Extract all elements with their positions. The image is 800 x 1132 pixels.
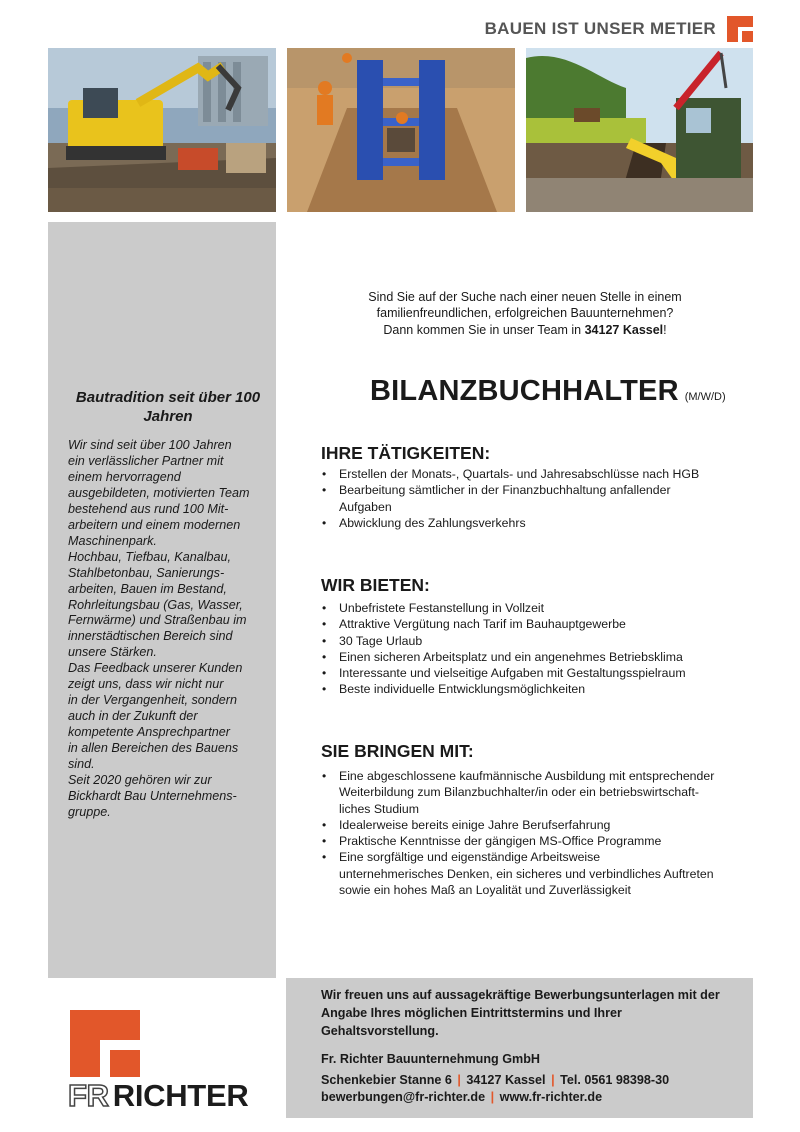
photo-excavator [48,48,276,212]
list-bringen [321,768,761,898]
sidebar-paragraph: Hochbau, Tiefbau, Kanalbau, Stahlbetonbau, Sanierungs- arbeiten, Bauen im Bestand, Rohrleitungsbau (Gas, Wasser, Fernwärme) und Straßenbau im innerstädtischen Bereich sind unsere Stärken. [68,549,247,660]
photo-trench-shoring [287,48,515,212]
section-title-taetigkeiten: IHRE TÄTIGKEITEN: [321,443,491,463]
address-line [321,1073,669,1087]
sidebar-paragraph: Wir sind seit über 100 Jahren ein verlässlicher Partner mit einem hervorragend ausgebildeten, motivierten Team bestehend aus rund 100 Mit- arbeitern und einem modernen Maschinenpark. [68,438,250,548]
list-item: • Einen sicheren Arbeitsplatz und ein angenehmes Betriebsklima [321,649,761,665]
sidebar-paragraph: Seit 2020 gehören wir zur Bickhardt Bau Unternehmens- gruppe. [68,773,237,819]
separator: | [490,1090,495,1104]
list-item: • Abwicklung des Zahlungsverkehrs [321,515,761,531]
sidebar-title: Bautradition seit über 100 Jahren [75,389,261,425]
brand-richter: RICHTER [112,1078,249,1113]
website-link[interactable]: www.fr-richter.de [499,1090,603,1104]
sidebar-paragraph: Das Feedback unserer Kunden zeigt uns, dass wir nicht nur in der Vergangenheit, sondern auch in der Zukunft der kompetente Ansprechpartner in allen Bereichen des Bauens sind. [68,661,243,772]
separator: | [457,1073,461,1087]
list-item: • Eine sorgfältige und eigenständige Arbeitsweise unternehmerisches Denken, ein sicheres und verbindliches Auftreten sowie ein hohes Maß an Loyalität und Zuverlässigkeit [321,849,761,898]
street: Schenkebier Stanne 6 [321,1073,452,1087]
company-name: Fr. Richter Bauunternehmung GmbH [321,1052,541,1066]
city: 34127 Kassel [466,1073,546,1087]
list-taetigkeiten [321,466,761,531]
list-item: • 30 Tage Urlaub [321,633,761,649]
job-title [370,375,726,408]
intro-line-end: ! [663,322,667,337]
intro-line [325,322,725,338]
contact-line [321,1090,602,1104]
section-title-bringen: SIE BRINGEN MIT: [321,741,474,761]
phone: Tel. 0561 98398-30 [560,1073,670,1087]
separator: | [551,1073,555,1087]
list-item: • Eine abgeschlossene kaufmännische Ausbildung mit entsprechender Weiterbildung zum Bilanzbuchhalter/in oder ein betriebswirtschaft- liches Studium [321,768,761,817]
job-title-text: BILANZBUCHHALTER [370,375,679,407]
list-item: • Attraktive Vergütung nach Tarif im Bauhauptgewerbe [321,616,761,632]
sidebar-text [68,438,273,821]
list-item: • Beste individuelle Entwicklungsmöglichkeiten [321,681,761,697]
list-bieten [321,600,761,698]
job-gender-suffix: (M/W/D) [684,391,726,403]
list-item: • Interessante und vielseitige Aufgaben mit Gestaltungsspielraum [321,665,761,681]
section-title-bieten: WIR BIETEN: [321,575,430,595]
intro-line-text: Dann kommen Sie in unser Team in [383,322,585,337]
list-item: • Idealerweise bereits einige Jahre Berufserfahrung [321,817,761,833]
intro-line: Sind Sie auf der Suche nach einer neuen Stelle in einem [368,290,682,304]
company-logo-large-icon [70,1010,140,1077]
intro-line: familienfreundlichen, erfolgreichen Bauunternehmen? [376,306,674,321]
brand-fr: FR [68,1078,109,1113]
photo-pipeline-truck [526,48,753,212]
email-link[interactable]: bewerbungen@fr-richter.de [321,1090,486,1104]
intro-text [325,289,725,338]
slogan: BAUEN IST UNSER METIER [484,19,716,38]
list-item: • Unbefristete Festanstellung in Vollzeit [321,600,761,616]
application-text: Wir freuen uns auf aussagekräftige Bewerbungsunterlagen mit der Angabe Ihres möglichen Eintrittstermins und Ihrer Gehaltsvorstellung. [321,988,720,1038]
intro-location: 34127 Kassel [584,322,664,337]
company-logo-icon [727,16,753,42]
brand-wordmark [68,1078,248,1114]
list-item: • Erstellen der Monats-, Quartals- und Jahresabschlüsse nach HGB [321,466,761,482]
list-item: • Praktische Kenntnisse der gängigen MS-Office Programme [321,833,761,849]
list-item: • Bearbeitung sämtlicher in der Finanzbuchhaltung anfallender Aufgaben [321,482,761,515]
